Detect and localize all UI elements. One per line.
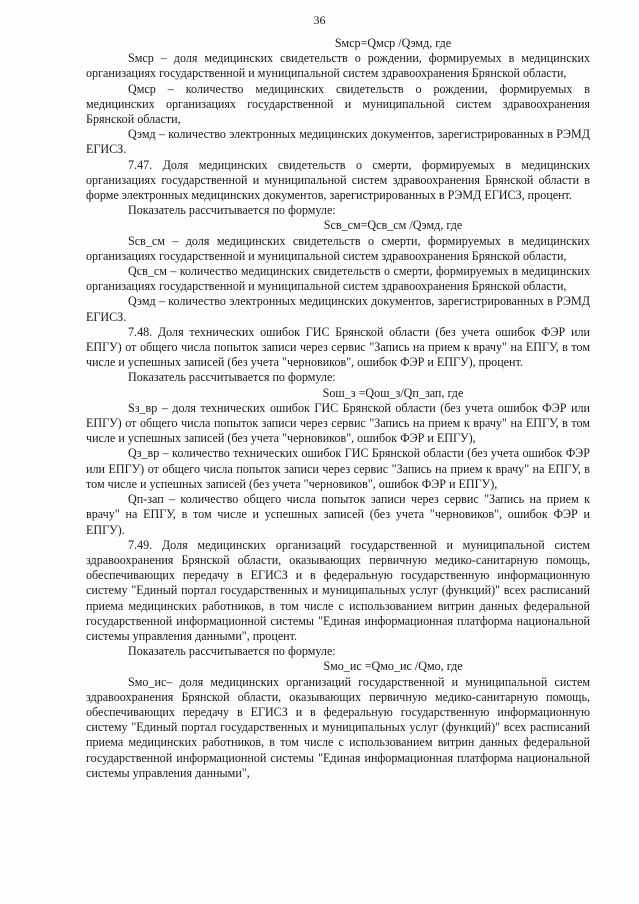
- definition-q-sv-sm: Qсв_см – количество медицинских свидетельств о смерти, формируемых в медицинских организациях государственной и муниципальной систем здравоохранения Брянской области,: [86, 264, 590, 294]
- item-7-49: 7.49. Доля медицинских организаций государственной и муниципальной систем здравоохранения Брянской области, оказывающих первичную медико-санитарную помощь, обеспечивающих передачу в ЕГИСЗ и в федеральную государственную информационную систему "Единый портал государственных и муниципальных услуг (функций)" всех расписаний приема медицинских работников, в том числе с использованием витрин данных федеральной государственной информационной системы "Единая информационная платформа национальной системы управления данными", процент.: [86, 537, 590, 643]
- formula-lead: Показатель рассчитывается по формуле:: [128, 644, 336, 659]
- formula-schedules: Sмо_ис =Qмо_ис /Qмо, где: [323, 659, 463, 674]
- formula-lead: Показатель рассчитывается по формуле:: [128, 370, 336, 385]
- formula-birth-certificates: Sмср=Qмср /Qэмд, где: [334, 36, 452, 50]
- formula-death-certificates: Sсв_см=Qсв_см /Qэмд, где: [323, 218, 463, 233]
- formula-lead: Показатель рассчитывается по формуле:: [128, 203, 336, 218]
- definition-q-p-zap: Qп-зап – количество общего числа попыток записи через сервис "Запись на прием к врачу" на ЕПГУ, в том числе и успешных записей (без учета "черновиков", ошибок ФЭР и ЕПГУ).: [86, 492, 590, 537]
- definition-q-emd: Qэмд – количество электронных медицинских документов, зарегистрированных в РЭМД ЕГИСЗ.: [86, 294, 590, 324]
- item-7-47: 7.47. Доля медицинских свидетельств о смерти, формируемых в медицинских организациях государственной и муниципальной систем здравоохранения Брянской области в форме электронных медицинских документов, зарегистрированных в РЭМД ЕГИСЗ, процент.: [86, 157, 590, 203]
- definition-q-z-vr: Qз_вр – количество технических ошибок ГИС Брянской области (без учета ошибок ФЭР или ЕПГУ) от общего числа попыток записи через сервис "Запись на прием к врачу" на ЕПГУ, в том числе и успешных записей (без учета "черновиков", ошибок ФЭР и ЕПГУ),: [86, 446, 590, 491]
- formula-technical-errors: Sош_з =Qош_з/Qп_зап, где: [322, 385, 464, 400]
- item-7-48: 7.48. Доля технических ошибок ГИС Брянской области (без учета ошибок ФЭР или ЕПГУ) от общего числа попыток записи через сервис "Запись на прием к врачу" на ЕПГУ, в том числе и успешных записей (без учета "черновиков", ошибок ФЭР и ЕПГУ), процент.: [86, 324, 590, 370]
- document-body: [86, 36, 590, 781]
- definition-s-sv-sm: Sсв_см – доля медицинских свидетельств о смерти, формируемых в медицинских организациях государственной и муниципальной систем здравоохранения Брянской области,: [86, 233, 590, 263]
- page-number: 36: [313, 13, 326, 27]
- definition-q-emd: Qэмд – количество электронных медицинских документов, зарегистрированных в РЭМД ЕГИСЗ.: [86, 127, 590, 157]
- definition-q-msr: Qмср – количество медицинских свидетельств о рождении, формируемых в медицинских организациях государственной и муниципальной систем здравоохранения Брянской области,: [86, 81, 590, 127]
- definition-s-msr: Sмср – доля медицинских свидетельств о рождении, формируемых в медицинских организациях государственной и муниципальной систем здравоохранения Брянской области,: [86, 51, 590, 81]
- definition-s-z-vr: Sз_вр – доля технических ошибок ГИС Брянской области (без учета ошибок ФЭР или ЕПГУ) от общего числа попыток записи через сервис "Запись на прием к врачу" на ЕПГУ, в том числе и успешных записей (без учета "черновиков", ошибок ФЭР и ЕПГУ),: [86, 400, 590, 446]
- definition-s-mo-is: Sмо_ис– доля медицинских организаций государственной и муниципальной систем здравоохранения Брянской области, оказывающих первичную медико-санитарную помощь, обеспечивающих передачу в ЕГИСЗ и в федеральную государственную информационную систему "Единый портал государственных и муниципальных услуг (функций)" всех расписаний приема медицинских работников, в том числе с использованием витрин данных федеральной государственной информационной системы "Единая информационная платформа национальной системы управления данными",: [86, 674, 590, 780]
